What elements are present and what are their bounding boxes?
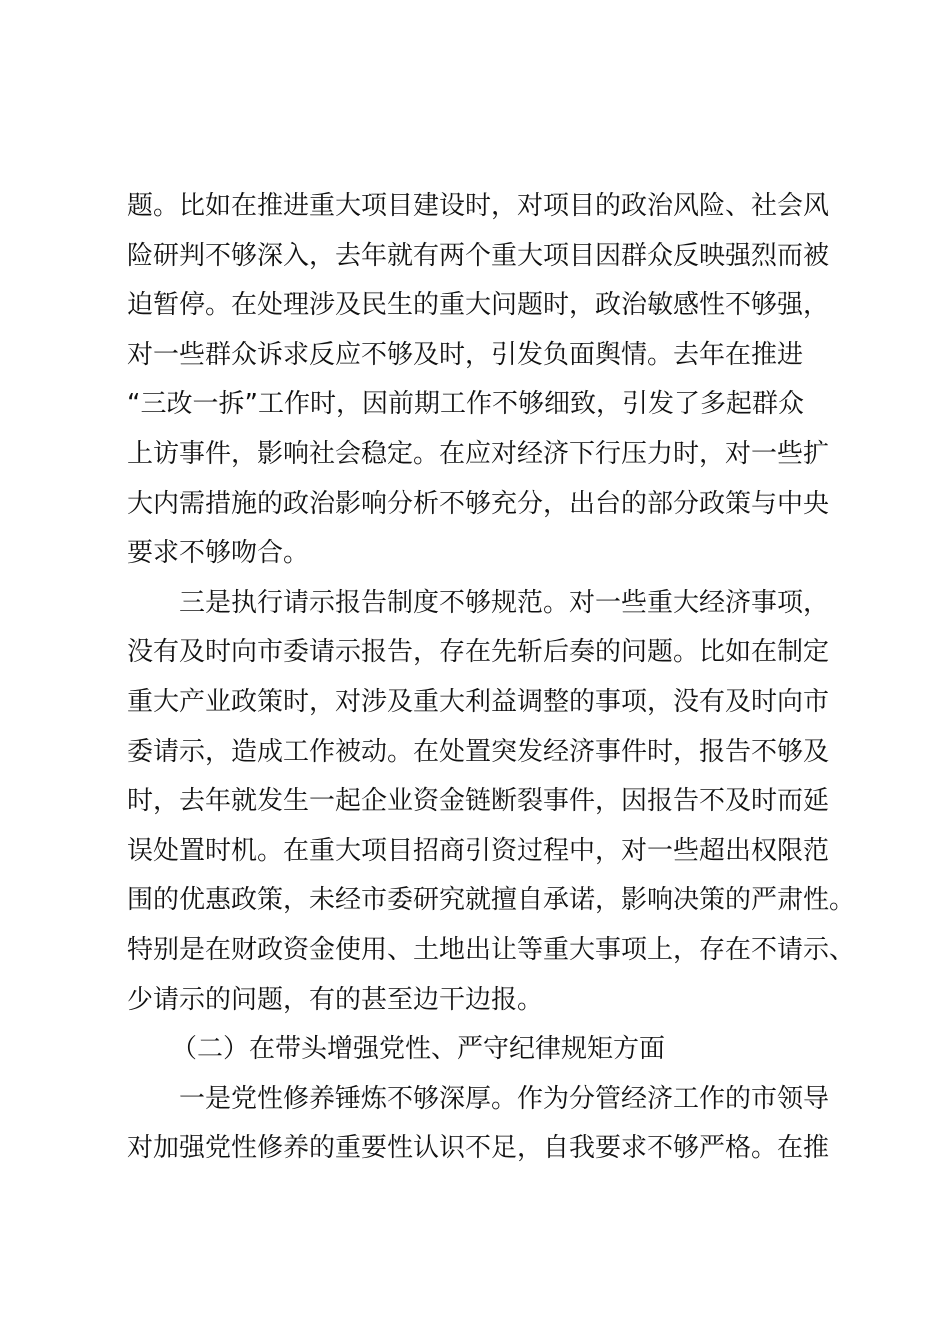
text-line: 大内需措施的政治影响分析不够充分，出台的部分政策与中央	[127, 488, 830, 519]
heading-line: （二）在带头增强党性、严守纪律规矩方面	[171, 1034, 666, 1065]
text-line: 题。比如在推进重大项目建设时，对项目的政治风险、社会风	[127, 191, 830, 221]
text-line: 险研判不够深入，去年就有两个重大项目因群众反映强烈而被	[127, 240, 830, 271]
text-line: 没有及时向市委请示报告，存在先斩后奏的问题。比如在制定	[127, 637, 830, 668]
text-line: “三改一拆”工作时，因前期工作不够细致，引发了多起群众	[127, 389, 804, 420]
paragraph-political-risk	[127, 182, 847, 579]
text-line: 重大产业政策时，对涉及重大利益调整的事项，没有及时向市	[127, 686, 830, 717]
text-line: 一是党性修养锤炼不够深厚。作为分管经济工作的市领导	[179, 1083, 830, 1114]
text-line: 特别是在财政资金使用、土地出让等重大事项上，存在不请示、	[127, 934, 856, 965]
text-line: 委请示，造成工作被动。在处置突发经济事件时，报告不够及	[127, 736, 830, 767]
paragraph-reporting-system	[127, 579, 856, 1025]
paragraph-party-spirit	[127, 1075, 847, 1174]
text-line: 上访事件，影响社会稳定。在应对经济下行压力时，对一些扩	[127, 438, 830, 469]
text-line: 对一些群众诉求反应不够及时，引发负面舆情。去年在推进	[127, 339, 804, 370]
text-line: 围的优惠政策，未经市委研究就擅自承诺，影响决策的严肃性。	[127, 885, 856, 916]
text-line: 三是执行请示报告制度不够规范。对一些重大经济事项，	[179, 587, 830, 618]
document-body	[127, 182, 856, 1174]
text-line: 误处置时机。在重大项目招商引资过程中，对一些超出权限范	[127, 835, 830, 866]
text-line: 对加强党性修养的重要性认识不足，自我要求不够严格。在推	[127, 1133, 830, 1164]
text-line: 时，去年就发生一起企业资金链断裂事件，因报告不及时而延	[127, 786, 830, 817]
text-line: 少请示的问题，有的甚至边干边报。	[127, 984, 544, 1015]
text-line: 要求不够吻合。	[127, 538, 310, 569]
section-heading	[127, 1025, 847, 1075]
text-line: 迫暂停。在处理涉及民生的重大问题时，政治敏感性不够强，	[127, 290, 830, 321]
